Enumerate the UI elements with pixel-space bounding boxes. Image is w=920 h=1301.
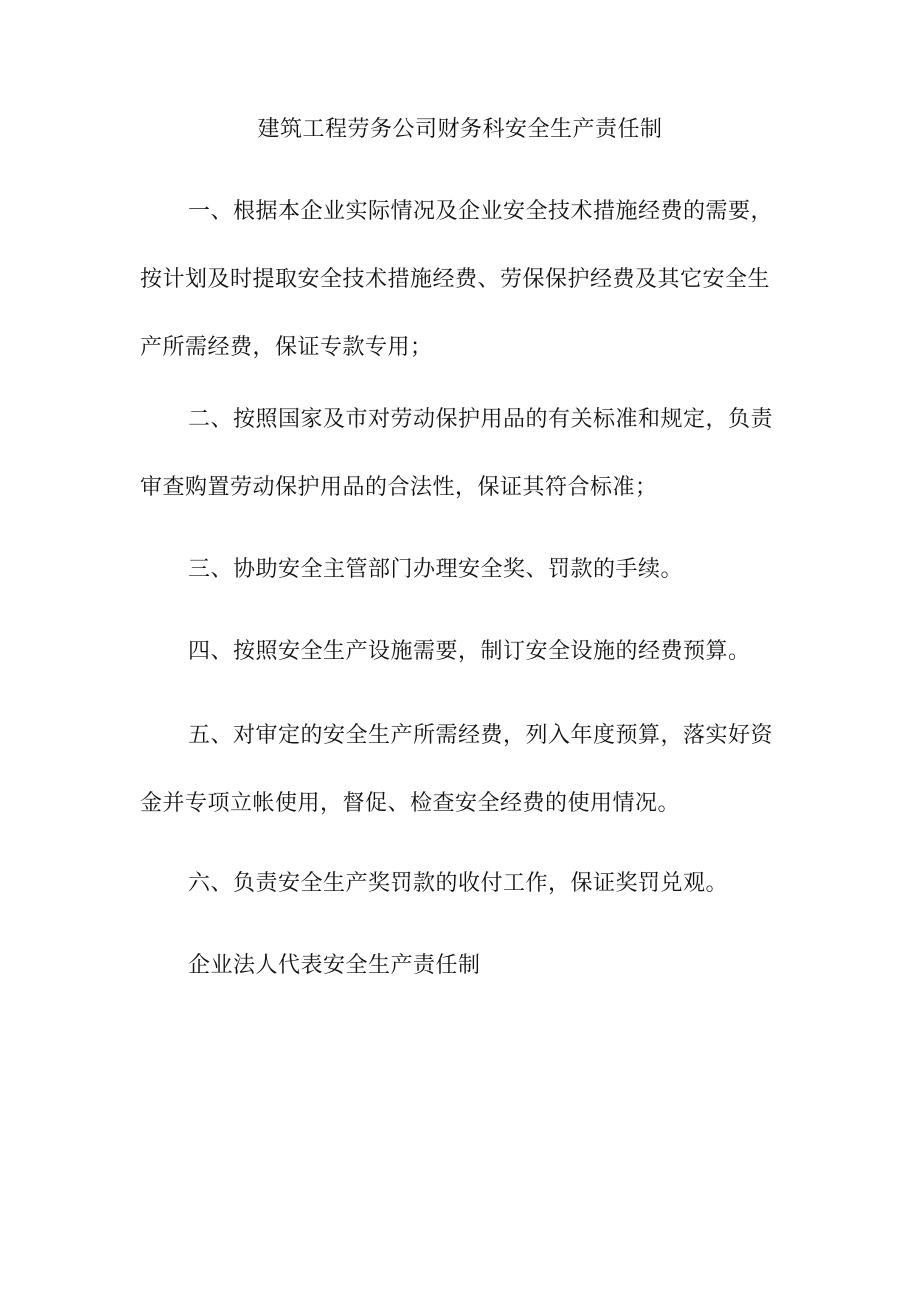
document-title: 建筑工程劳务公司财务科安全生产责任制 bbox=[257, 117, 663, 142]
paragraph-5: 五、对审定的安全生产所需经费，列入年度预算，落实好资金并专项立帐使用，督促、检查安全经费的使用情况。 bbox=[140, 723, 774, 816]
paragraph-3: 三、协助安全主管部门办理安全奖、罚款的手续。 bbox=[188, 557, 684, 582]
section-heading: 企业法人代表安全生产责任制 bbox=[188, 953, 481, 978]
paragraph-4: 四、按照安全生产设施需要，制订安全设施的经费预算。 bbox=[188, 639, 751, 664]
paragraph-1: 一、根据本企业实际情况及企业安全技术措施经费的需要，按计划及时提取安全技术措施经费、劳保保护经费及其它安全生产所需经费，保证专款专用； bbox=[140, 199, 774, 360]
paragraph-2: 二、按照国家及市对劳动保护用品的有关标准和规定，负责审查购置劳动保护用品的合法性，保证其符合标准； bbox=[140, 407, 774, 500]
paragraph-6: 六、负责安全生产奖罚款的收付工作，保证奖罚兑观。 bbox=[188, 871, 729, 896]
